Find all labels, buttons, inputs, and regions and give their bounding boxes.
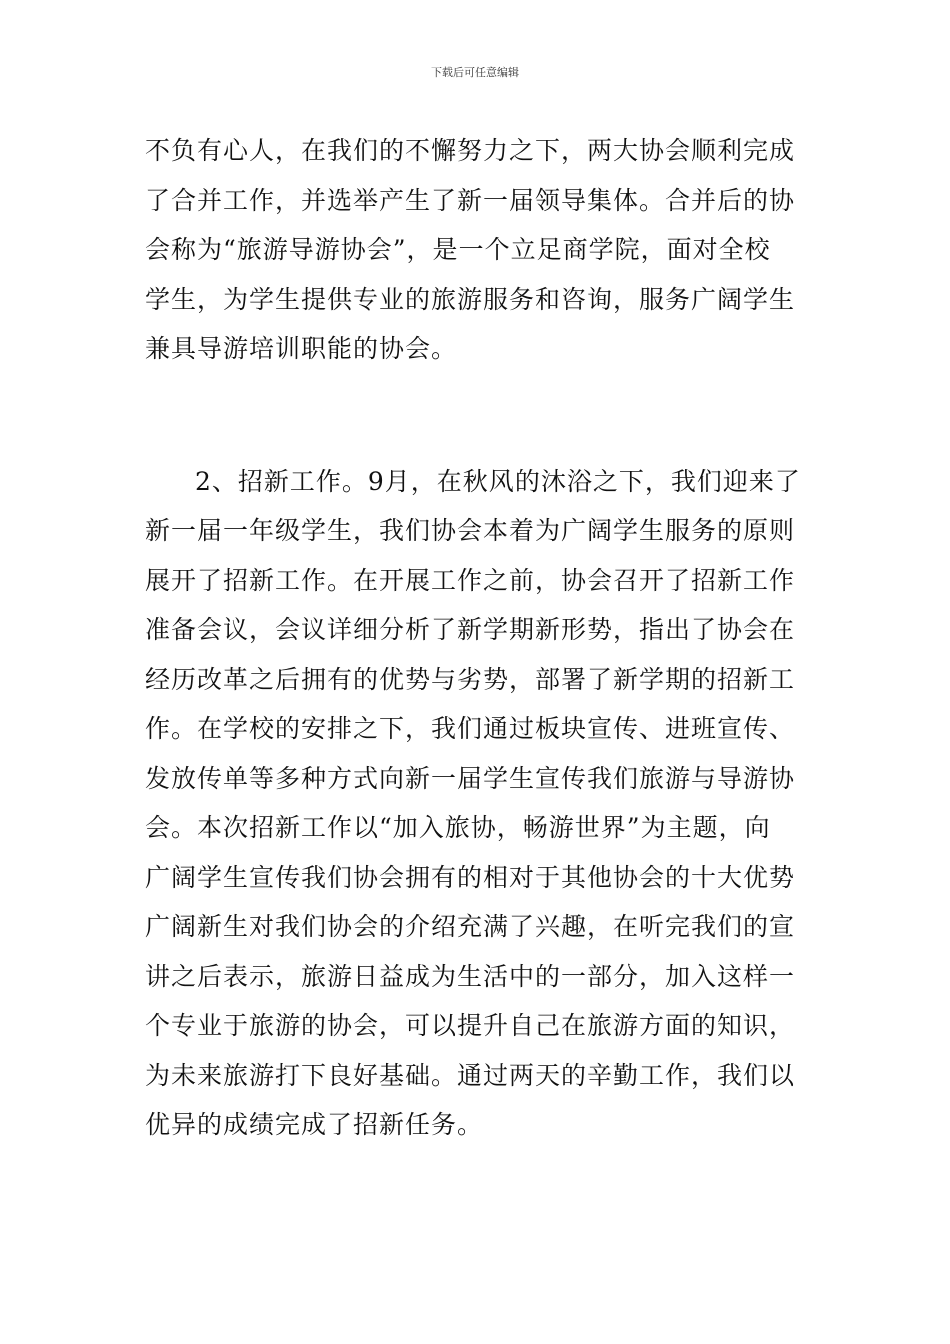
page-header: 下载后可任意编辑: [431, 66, 519, 79]
text-line: 经历改革之后拥有的优势与劣势，部署了新学期的招新工: [145, 664, 796, 694]
text-line: 2、招新工作。9月，在秋风的沐浴之下，我们迎来了: [195, 466, 801, 496]
paragraph-recruitment: [145, 457, 807, 1150]
text-line: 新一届一年级学生，我们协会本着为广阔学生服务的原则: [145, 516, 796, 545]
text-line: 会。本次招新工作以“加入旅协，畅游世界”为主题，向: [145, 813, 771, 842]
text-line: 不负有心人，在我们的不懈努力之下，两大协会顺利完成: [145, 136, 796, 165]
paragraph-spacer: [145, 374, 807, 457]
text-line: 展开了招新工作。在开展工作之前，协会召开了招新工作: [145, 565, 796, 595]
text-line: 准备会议，会议详细分析了新学期新形势，指出了协会在: [145, 615, 796, 644]
text-line: 会称为“旅游导游协会”，是一个立足商学院，面对全校: [145, 235, 771, 264]
text-line: 了合并工作，并选举产生了新一届领导集体。合并后的协: [145, 185, 796, 215]
text-line: 个专业于旅游的协会，可以提升自己在旅游方面的知识，: [145, 1011, 796, 1040]
text-line: 广阔新生对我们协会的介绍充满了兴趣，在听完我们的宣: [145, 912, 796, 941]
document-body: [145, 126, 807, 1150]
text-line: 为未来旅游打下良好基础。通过两天的辛勤工作，我们以: [145, 1060, 796, 1090]
text-line: 学生，为学生提供专业的旅游服务和咨询，服务广阔学生: [145, 284, 796, 314]
text-line: 广阔学生宣传我们协会拥有的相对于其他协会的十大优势: [145, 862, 796, 892]
text-line: 作。在学校的安排之下，我们通过板块宣传、进班宣传、: [145, 714, 796, 743]
text-line: 优异的成绩完成了招新任务。: [145, 1110, 484, 1139]
paragraph-merger: [145, 126, 807, 374]
text-line: 兼具导游培训职能的协会。: [145, 334, 458, 363]
text-line: 讲之后表示，旅游日益成为生活中的一部分，加入这样一: [145, 961, 796, 991]
text-line: 发放传单等多种方式向新一届学生宣传我们旅游与导游协: [145, 763, 796, 793]
